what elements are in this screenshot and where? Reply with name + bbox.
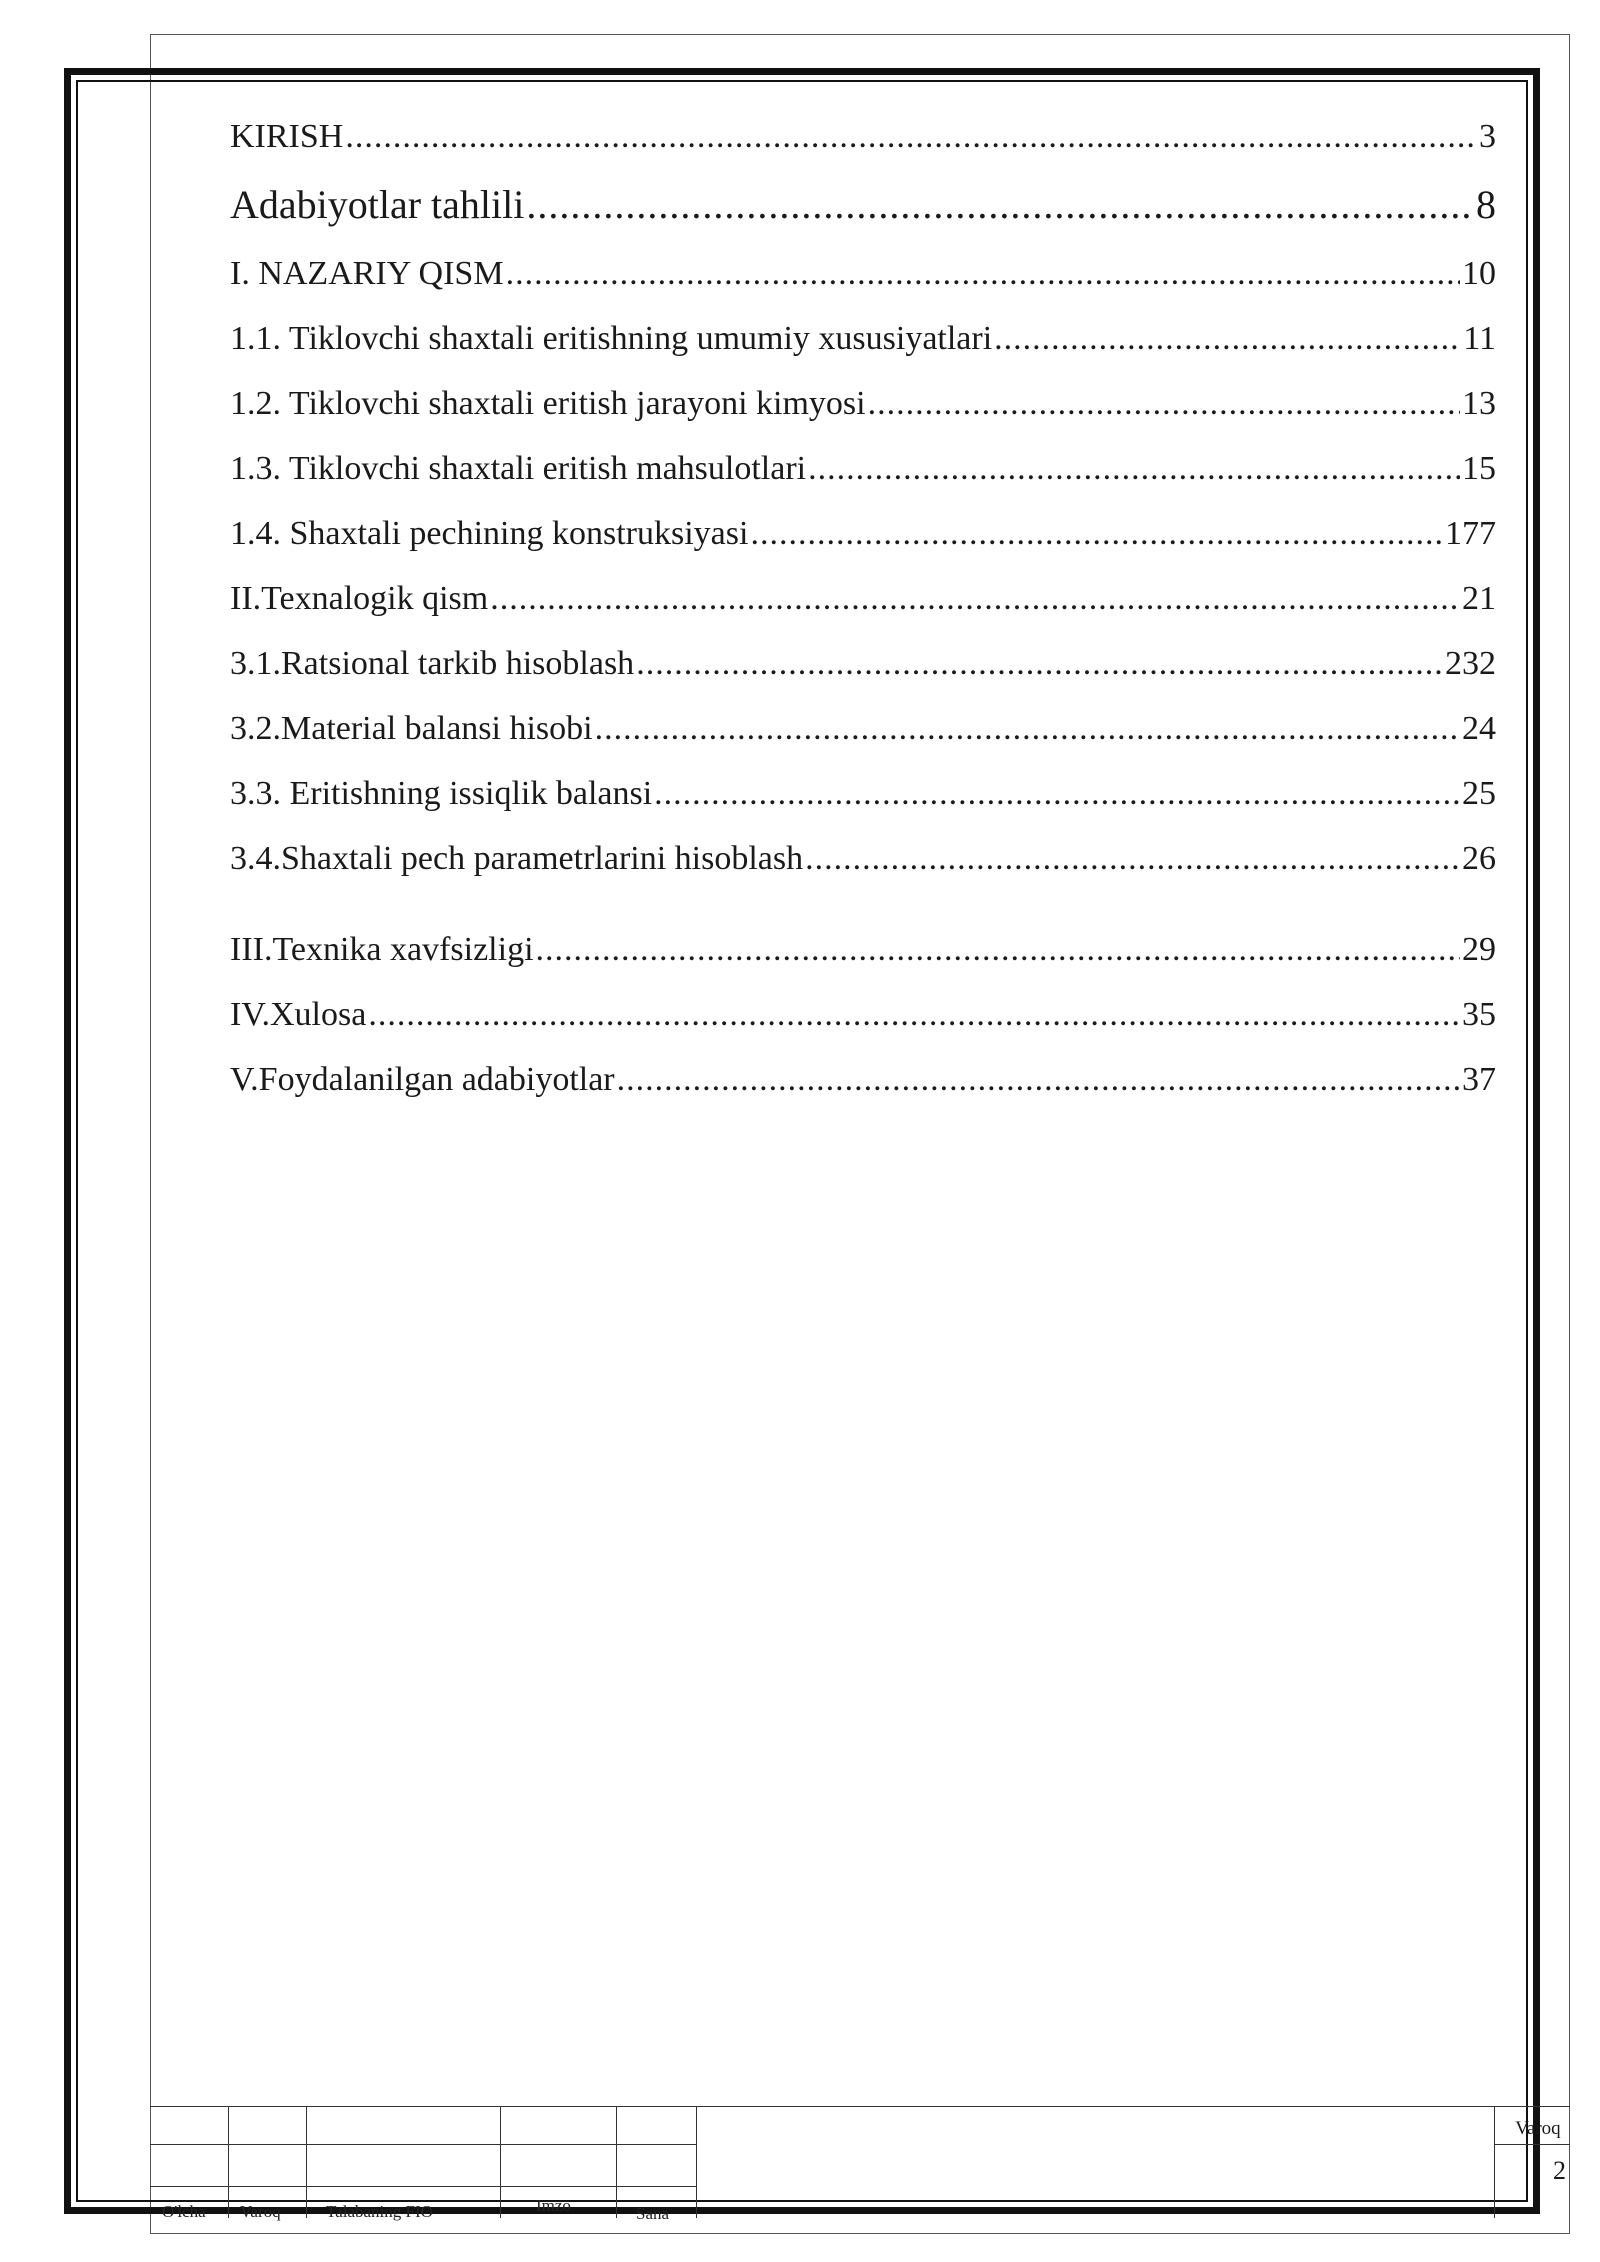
toc-entry-page: 8	[1476, 182, 1496, 227]
toc-entry-title: 1.1. Tiklovchi shaxtali eritishning umumiy xususiyatlari	[230, 320, 993, 357]
toc-entry-3-2[interactable]	[230, 696, 1496, 761]
toc-entry-title: IV.Xulosa	[230, 996, 367, 1033]
toc-entry-title: II.Texnalogik qism	[230, 580, 489, 617]
toc-entry-title: 3.3. Eritishning issiqlik balansi	[230, 775, 653, 812]
stamp-column-rule	[228, 2106, 229, 2218]
toc-entry-kirish[interactable]	[230, 104, 1496, 169]
toc-dot-leader	[595, 696, 1460, 761]
toc-entry-page: 177	[1445, 515, 1496, 552]
toc-entry-page: 232	[1445, 645, 1496, 682]
stamp-label-sheet: Varoq	[240, 2202, 281, 2221]
toc-entry-xulosa[interactable]	[230, 982, 1496, 1047]
toc-entry-nazariy-qism[interactable]	[230, 241, 1496, 306]
toc-entry-title: 3.2.Material balansi hisobi	[230, 710, 593, 747]
toc-entry-title: 1.4. Shaxtali pechining konstruksiyasi	[230, 515, 749, 552]
toc-entry-title: Adabiyotlar tahlili	[230, 182, 525, 227]
toc-entry-foydalanilgan-adabiyotlar[interactable]	[230, 1047, 1496, 1112]
toc-entry-page: 3	[1479, 118, 1496, 155]
toc-entry-texnika-xavfsizligi[interactable]	[230, 917, 1496, 982]
toc-entry-page: 25	[1462, 775, 1496, 812]
toc-dot-leader	[617, 1047, 1460, 1112]
toc-dot-leader	[526, 169, 1474, 241]
toc-entry-title: 3.1.Ratsional tarkib hisoblash	[230, 645, 635, 682]
toc-entry-1-2[interactable]	[230, 371, 1496, 436]
toc-dot-leader	[808, 436, 1460, 501]
stamp-column-rule	[696, 2106, 697, 2218]
toc-dot-leader	[368, 982, 1460, 1047]
toc-entry-title: 1.3. Tiklovchi shaxtali eritish mahsulotlari	[230, 450, 807, 487]
toc-entry-title: I. NAZARIY QISM	[230, 255, 504, 292]
stamp-top-rule	[150, 2106, 1570, 2107]
toc-dot-leader	[636, 631, 1443, 696]
toc-dot-leader	[654, 761, 1460, 826]
toc-entry-page: 26	[1462, 840, 1496, 877]
toc-entry-page: 24	[1462, 710, 1496, 747]
toc-entry-title: III.Texnika xavfsizligi	[230, 931, 534, 968]
toc-dot-leader	[345, 104, 1477, 169]
toc-entry-page: 11	[1463, 320, 1496, 357]
stamp-label-date: Sana	[636, 2204, 670, 2223]
stamp-label-change: O'lcha	[162, 2202, 206, 2221]
title-block-stamp	[150, 2106, 1570, 2224]
toc-dot-leader	[994, 306, 1461, 371]
stamp-sheet-number: 2	[1553, 2156, 1566, 2185]
stamp-sheet-rule	[1494, 2144, 1570, 2145]
stamp-column-rule	[306, 2106, 307, 2218]
stamp-column-rule	[616, 2106, 617, 2218]
toc-entry-1-3[interactable]	[230, 436, 1496, 501]
toc-entry-3-3[interactable]	[230, 761, 1496, 826]
toc-entry-page: 35	[1462, 996, 1496, 1033]
toc-dot-leader	[506, 241, 1460, 306]
toc-entry-title: V.Foydalanilgan adabiyotlar	[230, 1061, 615, 1098]
table-of-contents	[230, 104, 1496, 1112]
toc-entry-adabiyotlar-tahlili[interactable]	[230, 169, 1496, 241]
stamp-label-student: Talabaning FIO	[326, 2202, 433, 2221]
toc-dot-leader	[536, 917, 1460, 982]
toc-dot-leader	[868, 371, 1460, 436]
toc-entry-texnalogik-qism[interactable]	[230, 566, 1496, 631]
toc-entry-title: KIRISH	[230, 118, 344, 155]
toc-entry-page: 37	[1462, 1061, 1496, 1098]
toc-entry-1-1[interactable]	[230, 306, 1496, 371]
toc-entry-title: 1.2. Tiklovchi shaxtali eritish jarayoni kimyosi	[230, 385, 866, 422]
toc-entry-page: 13	[1462, 385, 1496, 422]
toc-entry-1-4[interactable]	[230, 501, 1496, 566]
toc-entry-page: 29	[1462, 931, 1496, 968]
stamp-row-rule	[150, 2186, 696, 2187]
toc-entry-page: 15	[1462, 450, 1496, 487]
toc-entry-page: 10	[1462, 255, 1496, 292]
toc-dot-leader	[805, 826, 1460, 891]
stamp-column-rule	[1494, 2106, 1495, 2218]
toc-entry-3-1[interactable]	[230, 631, 1496, 696]
toc-entry-3-4[interactable]	[230, 826, 1496, 891]
stamp-column-rule	[500, 2106, 501, 2218]
toc-entry-title: 3.4.Shaxtali pech parametrlarini hisoblash	[230, 840, 804, 877]
toc-dot-leader	[490, 566, 1460, 631]
stamp-row-rule	[150, 2144, 696, 2145]
toc-dot-leader	[750, 501, 1443, 566]
stamp-sheet-label: Varoq	[1515, 2118, 1561, 2139]
toc-entry-page: 21	[1462, 580, 1496, 617]
stamp-label-signature: Imzo	[536, 2196, 571, 2215]
